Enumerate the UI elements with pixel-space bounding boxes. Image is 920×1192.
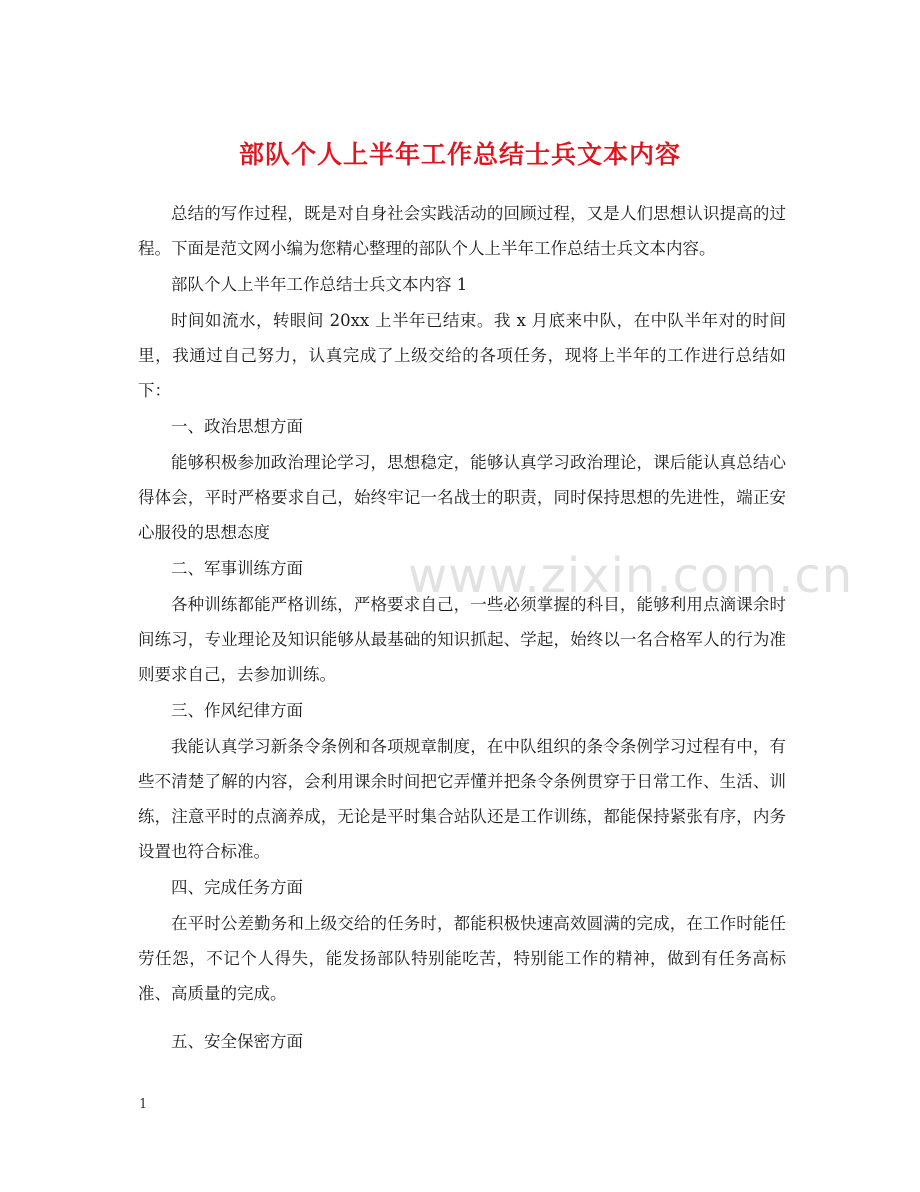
document-body (138, 196, 786, 1060)
section-subtitle: 部队个人上半年工作总结士兵文本内容 1 (171, 275, 468, 294)
page-number: 1 (139, 1097, 148, 1112)
heading-security: 五、安全保密方面 (171, 1032, 303, 1051)
intro-paragraph: 总结的写作过程，既是对自身社会实践活动的回顾过程，又是人们思想认识提高的过程。下面是范文网小编为您精心整理的部队个人上半年工作总结士兵文本内容。 (138, 204, 786, 258)
heading-discipline: 三、作风纪律方面 (171, 701, 303, 720)
heading-tasks: 四、完成任务方面 (171, 878, 303, 897)
watermark: www.zixin.com.cn (408, 548, 854, 604)
heading-training: 二、军事训练方面 (171, 559, 303, 578)
document-title: 部队个人上半年工作总结士兵文本内容 (238, 139, 681, 169)
paragraph-discipline: 我能认真学习新条令条例和各项规章制度，在中队组织的条令条例学习过程有中，有些不清楚了解的内容，会利用课余时间把它弄懂并把条令条例贯穿于日常工作、生活、训练，注意平时的点滴养成，无论是平时集合站队还是工作训练，都能保持紧张有序，内务设置也符合标准。 (138, 737, 786, 861)
paragraph-tasks: 在平时公差勤务和上级交给的任务时，都能积极快速高效圆满的完成，在工作时能任劳任怨，不记个人得失，能发扬部队特别能吃苦，特别能工作的精神，做到有任务高标准、高质量的完成。 (138, 914, 786, 1003)
paragraph-political: 能够积极参加政治理论学习，思想稳定，能够认真学习政治理论，课后能认真总结心得体会，平时严格要求自己，始终牢记一名战士的职责，同时保持思想的先进性，端正安心服役的思想态度 (138, 453, 786, 542)
heading-political: 一、政治思想方面 (171, 417, 303, 436)
opening-paragraph: 时间如流水，转眼间 20xx 上半年已结束。我 x 月底来中队，在中队半年对的时间里，我通过自己努力，认真完成了上级交给的各项任务，现将上半年的工作进行总结如下： (138, 311, 786, 400)
paragraph-training: 各种训练都能严格训练，严格要求自己，一些必须掌握的科目，能够利用点滴课余时间练习，专业理论及知识能够从最基础的知识抓起、学起，始终以一名合格军人的行为准则要求自己，去参加训练。 (138, 595, 786, 684)
